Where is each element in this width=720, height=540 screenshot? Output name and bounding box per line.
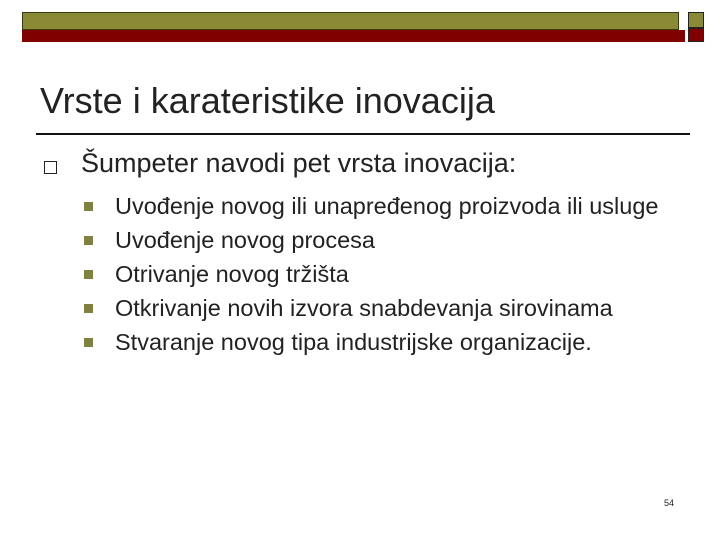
main-point <box>44 148 516 179</box>
slide-title: Vrste i karateristike inovacija <box>40 80 495 121</box>
list-item-text: Otrivanje novog tržišta <box>115 261 349 287</box>
list-item <box>84 329 704 355</box>
header-bar-olive <box>22 12 679 30</box>
hollow-square-icon <box>44 161 57 174</box>
list-item <box>84 295 704 321</box>
list-item-text: Stvaranje novog tipa industrijske organizacije. <box>115 329 592 355</box>
header-corner-square-olive <box>688 12 704 28</box>
title-divider <box>36 133 690 135</box>
list-item-text: Otkrivanje novih izvora snabdevanja sirovinama <box>115 295 613 321</box>
header-bar-maroon <box>22 30 685 42</box>
bullet-square-icon <box>84 304 93 313</box>
list-item <box>84 193 704 219</box>
innovation-types-list <box>84 193 704 363</box>
page-number: 54 <box>664 498 675 508</box>
header-corner-square-maroon <box>688 28 704 42</box>
list-item <box>84 261 704 287</box>
list-item-text: Uvođenje novog procesa <box>115 227 375 253</box>
bullet-square-icon <box>84 270 93 279</box>
list-item <box>84 227 704 253</box>
list-item-text: Uvođenje novog ili unapređenog proizvoda ili usluge <box>115 193 659 219</box>
bullet-square-icon <box>84 236 93 245</box>
bullet-square-icon <box>84 202 93 211</box>
main-point-text: Šumpeter navodi pet vrsta inovacija: <box>81 148 517 178</box>
bullet-square-icon <box>84 338 93 347</box>
